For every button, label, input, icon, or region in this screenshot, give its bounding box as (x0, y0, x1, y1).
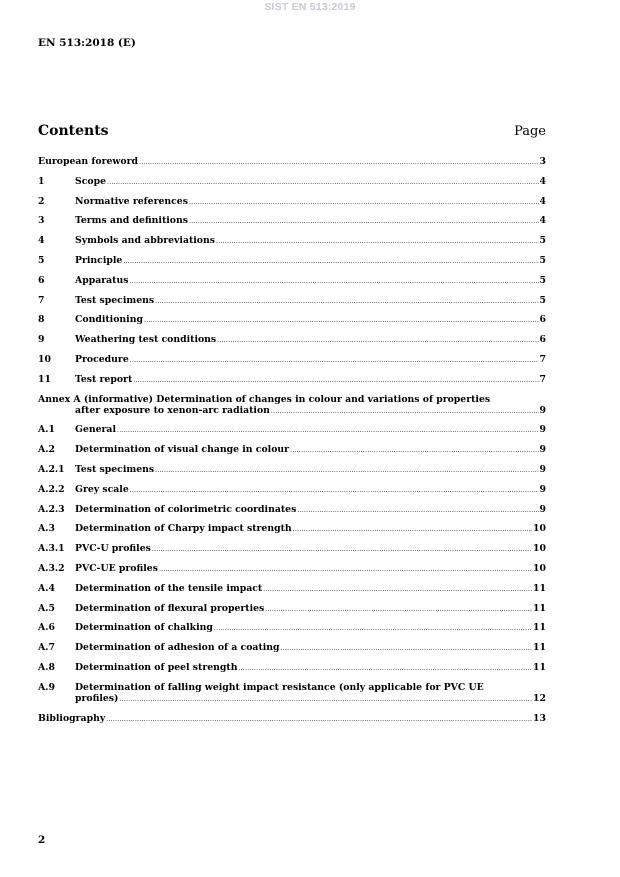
toc-entry[interactable] (38, 374, 546, 385)
dot-leader (189, 216, 539, 227)
toc-entry-page: 9 (539, 463, 546, 475)
dot-leader (139, 157, 539, 168)
toc-entry-number: A.3 (38, 523, 55, 535)
toc-entry-title: Principle (75, 254, 123, 266)
toc-entry-title: Determination of colorimetric coordinates (75, 503, 297, 515)
toc-entry-page: 6 (539, 334, 546, 346)
toc-entry-title: Conditioning (75, 314, 143, 326)
toc-entry-title: profiles) (75, 692, 119, 704)
dot-leader (271, 406, 539, 417)
toc-entry-title: Determination of visual change in colour (75, 444, 290, 456)
dot-leader (129, 276, 538, 287)
dot-leader (297, 505, 538, 516)
dot-leader (144, 315, 539, 326)
dot-leader (152, 544, 532, 555)
toc-entry-number: A.5 (38, 602, 55, 614)
toc-entry-number: A.9 (38, 681, 55, 693)
toc-entry-title: Determination of adhesion of a coating (75, 642, 280, 654)
toc-entry-title: Scope (75, 175, 106, 187)
toc-entry-page: 11 (533, 642, 546, 654)
toc-entry-title: Normative references (75, 195, 188, 207)
dot-leader (265, 604, 532, 615)
toc-entry[interactable] (38, 713, 546, 724)
page-number: 2 (38, 834, 46, 846)
toc-entry-title: Test specimens (75, 463, 155, 475)
dot-leader (133, 375, 538, 386)
toc-entry-number: 11 (38, 373, 51, 385)
toc-entry-page: 4 (539, 215, 546, 227)
toc-entry-page: 11 (533, 622, 546, 634)
toc-entry[interactable] (38, 662, 546, 673)
toc-entry-title: PVC-U profiles (75, 543, 151, 555)
table-of-contents (38, 156, 546, 732)
toc-entry-page: 9 (539, 404, 546, 416)
toc-entry-number: A.7 (38, 642, 55, 654)
toc-entry-number: A.8 (38, 661, 55, 673)
toc-entry-title: Symbols and abbreviations (75, 235, 215, 247)
toc-entry[interactable] (38, 334, 546, 345)
toc-entry-page: 5 (539, 294, 546, 306)
toc-entry-title: Weathering test conditions (75, 334, 217, 346)
toc-entry-title: Determination of chalking (75, 622, 213, 634)
dot-leader (293, 524, 532, 535)
toc-entry-number: A.1 (38, 424, 55, 436)
toc-entry[interactable] (38, 275, 546, 286)
toc-entry[interactable] (38, 314, 546, 325)
toc-entry-page: 5 (539, 254, 546, 266)
toc-entry-title: Determination of flexural properties (75, 602, 265, 614)
toc-entry-page: 7 (539, 373, 546, 385)
toc-entry-page: 9 (539, 444, 546, 456)
toc-entry[interactable] (38, 563, 546, 574)
dot-leader (155, 296, 538, 307)
toc-entry-page: 5 (539, 235, 546, 247)
toc-entry-number: A.2.3 (38, 503, 65, 515)
toc-entry-title: European foreword (38, 156, 138, 167)
toc-entry-page: 9 (539, 503, 546, 515)
toc-entry-number: 3 (38, 215, 45, 227)
contents-header (38, 123, 546, 139)
dot-leader (214, 623, 532, 634)
toc-entry[interactable] (38, 354, 546, 365)
toc-entry-page: 10 (533, 543, 546, 555)
toc-entry[interactable] (38, 583, 546, 594)
toc-entry-title: Apparatus (75, 274, 129, 286)
toc-entry-title: Terms and definitions (75, 215, 188, 227)
toc-entry-title: Grey scale (75, 483, 129, 495)
toc-entry-number: 4 (38, 235, 45, 247)
dot-leader (106, 714, 532, 725)
watermark: SIST EN 513:2019 (264, 1, 356, 13)
toc-entry[interactable] (38, 444, 546, 455)
toc-entry-title: Procedure (75, 353, 129, 365)
dot-leader (130, 485, 539, 496)
toc-entry[interactable] (38, 523, 546, 534)
toc-entry[interactable] (38, 255, 546, 266)
toc-entry[interactable] (38, 235, 546, 246)
toc-entry-number: 7 (38, 294, 45, 306)
toc-entry[interactable] (38, 215, 546, 226)
toc-entry-title: Bibliography (38, 712, 106, 724)
toc-entry[interactable] (38, 622, 546, 633)
dot-leader (189, 197, 539, 208)
document-id: EN 513:2018 (E) (38, 37, 136, 49)
toc-entry-number: A.3.2 (38, 562, 65, 574)
contents-title: Contents (38, 123, 109, 139)
toc-entry-title: PVC-UE profiles (75, 562, 158, 574)
toc-entry-number: A.2.2 (38, 483, 65, 495)
dot-leader (263, 584, 532, 595)
dot-leader (216, 236, 539, 247)
toc-entry-number: 9 (38, 334, 45, 346)
toc-entry-number: 8 (38, 314, 45, 326)
toc-entry-page: 3 (539, 156, 546, 167)
toc-entry-number: 10 (38, 353, 51, 365)
toc-entry[interactable] (38, 394, 546, 416)
toc-entry-page: 9 (539, 483, 546, 495)
toc-entry-page: 11 (533, 602, 546, 614)
dot-leader (130, 355, 539, 366)
dot-leader (159, 564, 532, 575)
toc-entry-page: 6 (539, 314, 546, 326)
toc-entry-title-line1: Determination of falling weight impact resistance (only applicable for PVC UE (75, 681, 484, 693)
toc-entry[interactable] (38, 464, 546, 475)
toc-entry[interactable] (38, 156, 546, 167)
toc-entry-page: 10 (533, 523, 546, 535)
toc-entry-title: Test specimens (75, 294, 155, 306)
toc-entry-page: 11 (533, 582, 546, 594)
toc-entry[interactable] (38, 176, 546, 187)
toc-entry[interactable] (38, 543, 546, 554)
dot-leader (119, 694, 532, 705)
dot-leader (123, 256, 538, 267)
toc-entry-title: General (75, 424, 116, 436)
toc-entry-number: 5 (38, 254, 45, 266)
toc-entry[interactable] (38, 484, 546, 495)
dot-leader (238, 663, 532, 674)
dot-leader (217, 335, 538, 346)
toc-entry[interactable] (38, 424, 546, 435)
toc-entry-number: A.4 (38, 582, 55, 594)
toc-entry-page: 5 (539, 274, 546, 286)
toc-entry-number: A.2 (38, 444, 55, 456)
dot-leader (290, 445, 538, 456)
toc-entry-number: 6 (38, 274, 45, 286)
toc-entry-title: Determination of peel strength (75, 661, 238, 673)
toc-entry-title-line1: Annex A (informative) Determination of changes in colour and variations of properties (38, 393, 491, 405)
toc-entry-page: 4 (539, 195, 546, 207)
toc-entry-title: Determination of Charpy impact strength (75, 523, 292, 535)
toc-entry[interactable] (38, 295, 546, 306)
toc-entry-number: A.3.1 (38, 543, 65, 555)
toc-entry-title: after exposure to xenon-arc radiation (75, 404, 270, 416)
toc-entry-number: A.2.1 (38, 463, 65, 475)
dot-leader (281, 643, 533, 654)
page-column-label: Page (514, 124, 546, 139)
toc-entry-page: 12 (533, 692, 546, 704)
toc-entry-title: Determination of the tensile impact (75, 582, 263, 594)
dot-leader (117, 425, 539, 436)
toc-entry[interactable] (38, 682, 546, 704)
toc-entry[interactable] (38, 504, 546, 515)
toc-entry-page: 9 (539, 424, 546, 436)
toc-entry[interactable] (38, 603, 546, 614)
toc-entry-page: 4 (539, 175, 546, 187)
toc-entry[interactable] (38, 642, 546, 653)
toc-entry-page: 10 (533, 562, 546, 574)
toc-entry-number: 1 (38, 175, 45, 187)
toc-entry-number: A.6 (38, 622, 55, 634)
dot-leader (107, 177, 539, 188)
toc-entry-page: 7 (539, 353, 546, 365)
toc-entry-title: Test report (75, 373, 133, 385)
toc-entry-page: 11 (533, 661, 546, 673)
dot-leader (155, 465, 538, 476)
toc-entry[interactable] (38, 196, 546, 207)
toc-entry-page: 13 (533, 712, 546, 724)
toc-entry-number: 2 (38, 195, 45, 207)
